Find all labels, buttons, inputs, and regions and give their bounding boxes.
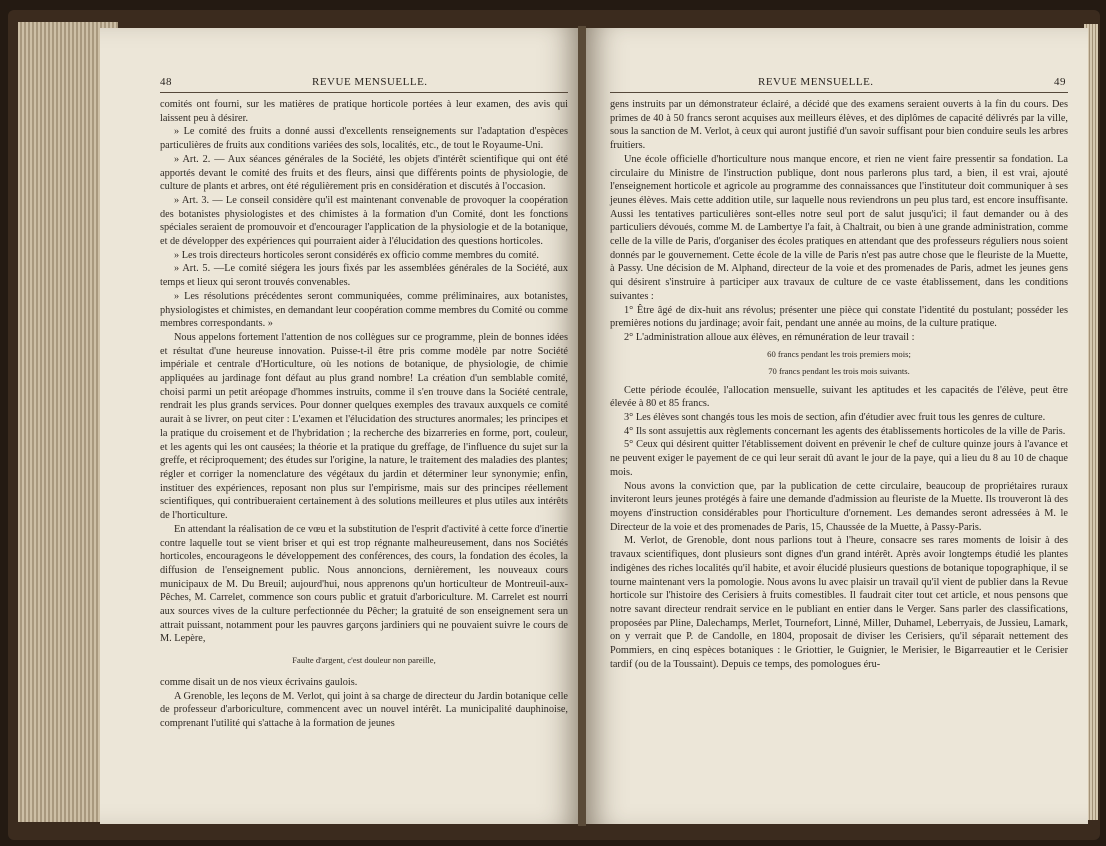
- right-header-rule: [610, 92, 1068, 93]
- right-text-column: [610, 98, 1068, 671]
- paragraph: » Le comité des fruits a donné aussi d'excellents renseignements sur l'adaptation d'espèces particulières de fruits aux conditions variées des sols, localités, etc., de tout le Royaume-Uni.: [160, 126, 568, 152]
- paragraph: En attendant la réalisation de ce vœu et la substitution de l'esprit d'activité à cette force d'inertie contre laquelle tout se vient briser et qui est trop régnante malheureusement, dans nos Sociétés horticoles, encourageons le développement des conférences, des cours, la fondation des écoles, la diffusion de l'enseignement public. Nous annoncions, dernièrement, les nouveaux cours municipaux de M. Du Breuil; aujourd'hui, nous apprenons qu'un horticulteur de Montreuil-aux-Pêches, M. Carrelet, commence son cours public et gratuit d'arboriculture. M. Carrelet est nourri aux sources vives de la culture perfectionnée du Pêcher; la gratuité de son enseignement sera un attrait puissant, notamment pour les pauvres garçons jardiniers qui ne pouvaient suivre le cours de M. Lepère,: [160, 523, 568, 645]
- right-running-head: REVUE MENSUELLE.: [758, 76, 874, 88]
- paragraph: » Art. 5. —Le comité siégera les jours fixés par les assemblées générales de la Société, aux temps et lieux qui seront trouvés convenables.: [160, 263, 568, 289]
- paragraph: 2° L'administration alloue aux élèves, en rémunération de leur travail :: [624, 331, 915, 343]
- paragraph: Nous avons la conviction que, par la publication de cette circulaire, beaucoup de propriétaires ruraux inviteront leurs jeunes protégés à faire une demande d'admission au fleuriste de la Muette. Ils trouveront là des moyens d'instruction considérables pour l'horticulture d'ornement. Les demandes seront adressées à M. le Directeur de la voie et des promenades de Paris, 15, Chaussée de la Muette, à Passy-Paris.: [610, 480, 1068, 533]
- left-page-number: 48: [160, 76, 172, 88]
- paragraph: » Art. 3. — Le conseil considère qu'il est maintenant convenable de provoquer la coopération des botanistes physiologistes et des chimistes à la formation d'un Comité, dont les fonctions spéciales seraient de promouvoir et d'encourager l'application de la physiologie et de la botanique, et de développer des expériences qui pourraient aider à l'élucidation des questions horticoles.: [160, 194, 568, 248]
- right-page: [582, 28, 1088, 824]
- paragraph: 5° Ceux qui désirent quitter l'établissement doivent en prévenir le chef de culture quinze jours à l'avance et ne peuvent exiger le payement de ce qui leur serait dû avant le jour de la paye, qui a lieu du 8 au 10 de chaque mois.: [610, 439, 1068, 478]
- paragraph: A Grenoble, les leçons de M. Verlot, qui joint à sa charge de directeur du Jardin botanique celle de professeur d'arboriculture, commencent avec un nouvel intérêt. La municipalité dauphinoise, comprenant l'utilité qui s'attache à la formation de jeunes: [160, 690, 568, 729]
- paragraph: » Art. 2. — Aux séances générales de la Société, les objets d'intérêt scientifique qui ont été apportés devant le comité des fruits et des fleurs, ainsi que différents points de physiologie, de culture de plants et arbres, ont été régulièrement pris en considération et discutés à l'occasion.: [160, 153, 568, 193]
- paragraph: Nous appelons fortement l'attention de nos collègues sur ce programme, plein de bonnes idées et résultat d'une heureuse innovation. Puisse-t-il être pris comme modèle par notre Société impériale et centrale d'Horticulture, où les notions de botanique, de physiologie, de chimie appliquées au jardinage font défaut au plus grand nombre! La création d'un semblable comité, choisi parmi un petit aréopage d'hommes instruits, comme il s'en trouve dans la Société centrale, rendrait les plus grands services. Pour donner quelques exemples des travaux auxquels ce comité aurait à se livrer, on peut citer : L'examen et l'élucidation des structures anormales; les principes et la pratique du croisement et de l'hybridation ; la recherche des bizarreries en forme, port, couleur, et les agents qui les ont causées; la théorie et la pratique du greffage, de l'influence du sujet sur la greffe, et réciproquement; des études sur l'origine, la nature, le traitement des maladies des plantes; régler et corriger la nomenclature des végétaux du jardin et déterminer leur synonymie; enfin, instituer des expériences, reposant non plus sur l'empirisme, mais sur des principes réellement scientifiques, qui contribueraient certainement à des solutions meilleures et plus utiles aux intérêts de l'horticulture.: [160, 331, 568, 522]
- left-header-rule: [160, 92, 568, 93]
- paragraph: 1° Être âgé de dix-huit ans révolus; présenter une pièce qui constate l'identité du postulant; posséder les premières notions du jardinage; avoir fait, pendant une année au moins, de la culture pratique.: [610, 304, 1068, 330]
- paragraph: 3° Les élèves sont changés tous les mois de section, afin d'étudier avec fruit tous les genres de culture.: [624, 412, 1046, 424]
- paragraph: Une école officielle d'horticulture nous manque encore, et rien ne vient faire pressentir sa fondation. La circulaire du Ministre de l'instruction publique, dont nous parlerons plus tard, a bien, il est vrai, ajouté l'enseignement horticole et agricole au programme des connaissances que l'instituteur doit communiquer à ses jeunes élèves. Mais cette addition utile, sur laquelle nous reviendrons un peu plus tard, est encore insuffisante. Aussi les tentatives particulières sont-elles notre seul port de salut jusqu'ici; il faut demander ou à des particuliers dévoués, comme M. de Lambertye l'a fait, à Chaltrait, ou bien à une grande administration, comme celle de la ville de Paris, d'organiser des écoles pratiques en attendant que des professeurs réguliers nous soient donnés par le gouvernement. Cette école de la ville de Paris n'est pas autre chose que le fleuriste de la Muette, à Passy. Une décision de M. Alphand, directeur de la voie et des promenades de Paris, admet les jeunes gens qui désirent s'instruire à participer aux travaux de culture de ce vaste établissement, dans les conditions suivantes :: [610, 153, 1068, 302]
- paragraph: comme disait un de nos vieux écrivains gaulois.: [160, 676, 358, 688]
- left-page: [100, 28, 582, 824]
- paragraph: 4° Ils sont assujettis aux règlements concernant les agents des établissements horticoles de la ville de Paris.: [624, 425, 1066, 437]
- allowance-line: 60 francs pendant les trois premiers mois;: [767, 348, 911, 359]
- left-running-head: REVUE MENSUELLE.: [312, 76, 428, 88]
- paragraph: gens instruits par un démonstrateur éclairé, a décidé que des examens seraient ouverts à la fin du cours. Des primes de 40 à 50 francs seront acquises aux meilleurs élèves, et des diplômes de capacité délivrés par la ville, sous la sanction de M. Verlot, à ceux qui auront justifié d'un savoir suffisant pour bien conduire seuls les arbres fruitiers.: [610, 99, 1068, 152]
- right-page-number: 49: [1054, 76, 1066, 88]
- paragraph: M. Verlot, de Grenoble, dont nous parlions tout à l'heure, consacre ses rares moments de loisir à des travaux scientifiques, dont plusieurs sont dignes d'un grand intérêt. Après avoir longtemps étudié les plantes indigènes des riches localités qu'il habite, et avoir élucidé plusieurs questions de botanique topographique, il se tourne maintenant vers la pomologie. Nous avons lu avec plaisir un travail qu'il vient de publier dans la Revue horticole sur l'histoire des Cerisiers à fruits comestibles. Il faudrait citer tout cet article, et nous pensons que notre savant directeur rendrait service en le publiant en entier dans le Verger. Sans parler des classifications, proposées par Pline, Dalechamps, Merlet, Tournefort, Linné, Miller, Duhamel, Leberryais, de Jussieu, Lamark, on y verrait que P. de Candolle, en 1804, proposait de diviser les Cerisiers, qu'il séparait nettement des Pommiers, en cinq espèces botaniques : le Griottier, le Guignier, le Merisier, le Bigarreautier et le Cerisier tardif (ou de la Toussaint). Depuis ce temps, des pomologues éru-: [610, 535, 1068, 670]
- allowance-line: 70 francs pendant les trois mois suivants.: [768, 366, 910, 377]
- paragraph: » Les trois directeurs horticoles seront considérés ex officio comme membres du comité.: [174, 249, 539, 261]
- book-gutter: [578, 26, 586, 826]
- paragraph: comités ont fourni, sur les matières de pratique horticole portées à leur examen, des avis qui laissent peu à désirer.: [160, 99, 568, 124]
- verse-quote: Faulte d'argent, c'est douleur non pareille,: [292, 655, 436, 666]
- paragraph: Cette période écoulée, l'allocation mensuelle, suivant les aptitudes et les capacités de l'élève, peut être élevée à 80 et 85 francs.: [610, 384, 1068, 410]
- left-text-column: [160, 98, 568, 731]
- paragraph: » Les résolutions précédentes seront communiquées, comme préliminaires, aux botanistes, physiologistes et chimistes, en demandant leur coopération comme membres du Comité ou comme membres correspondants. »: [160, 290, 568, 330]
